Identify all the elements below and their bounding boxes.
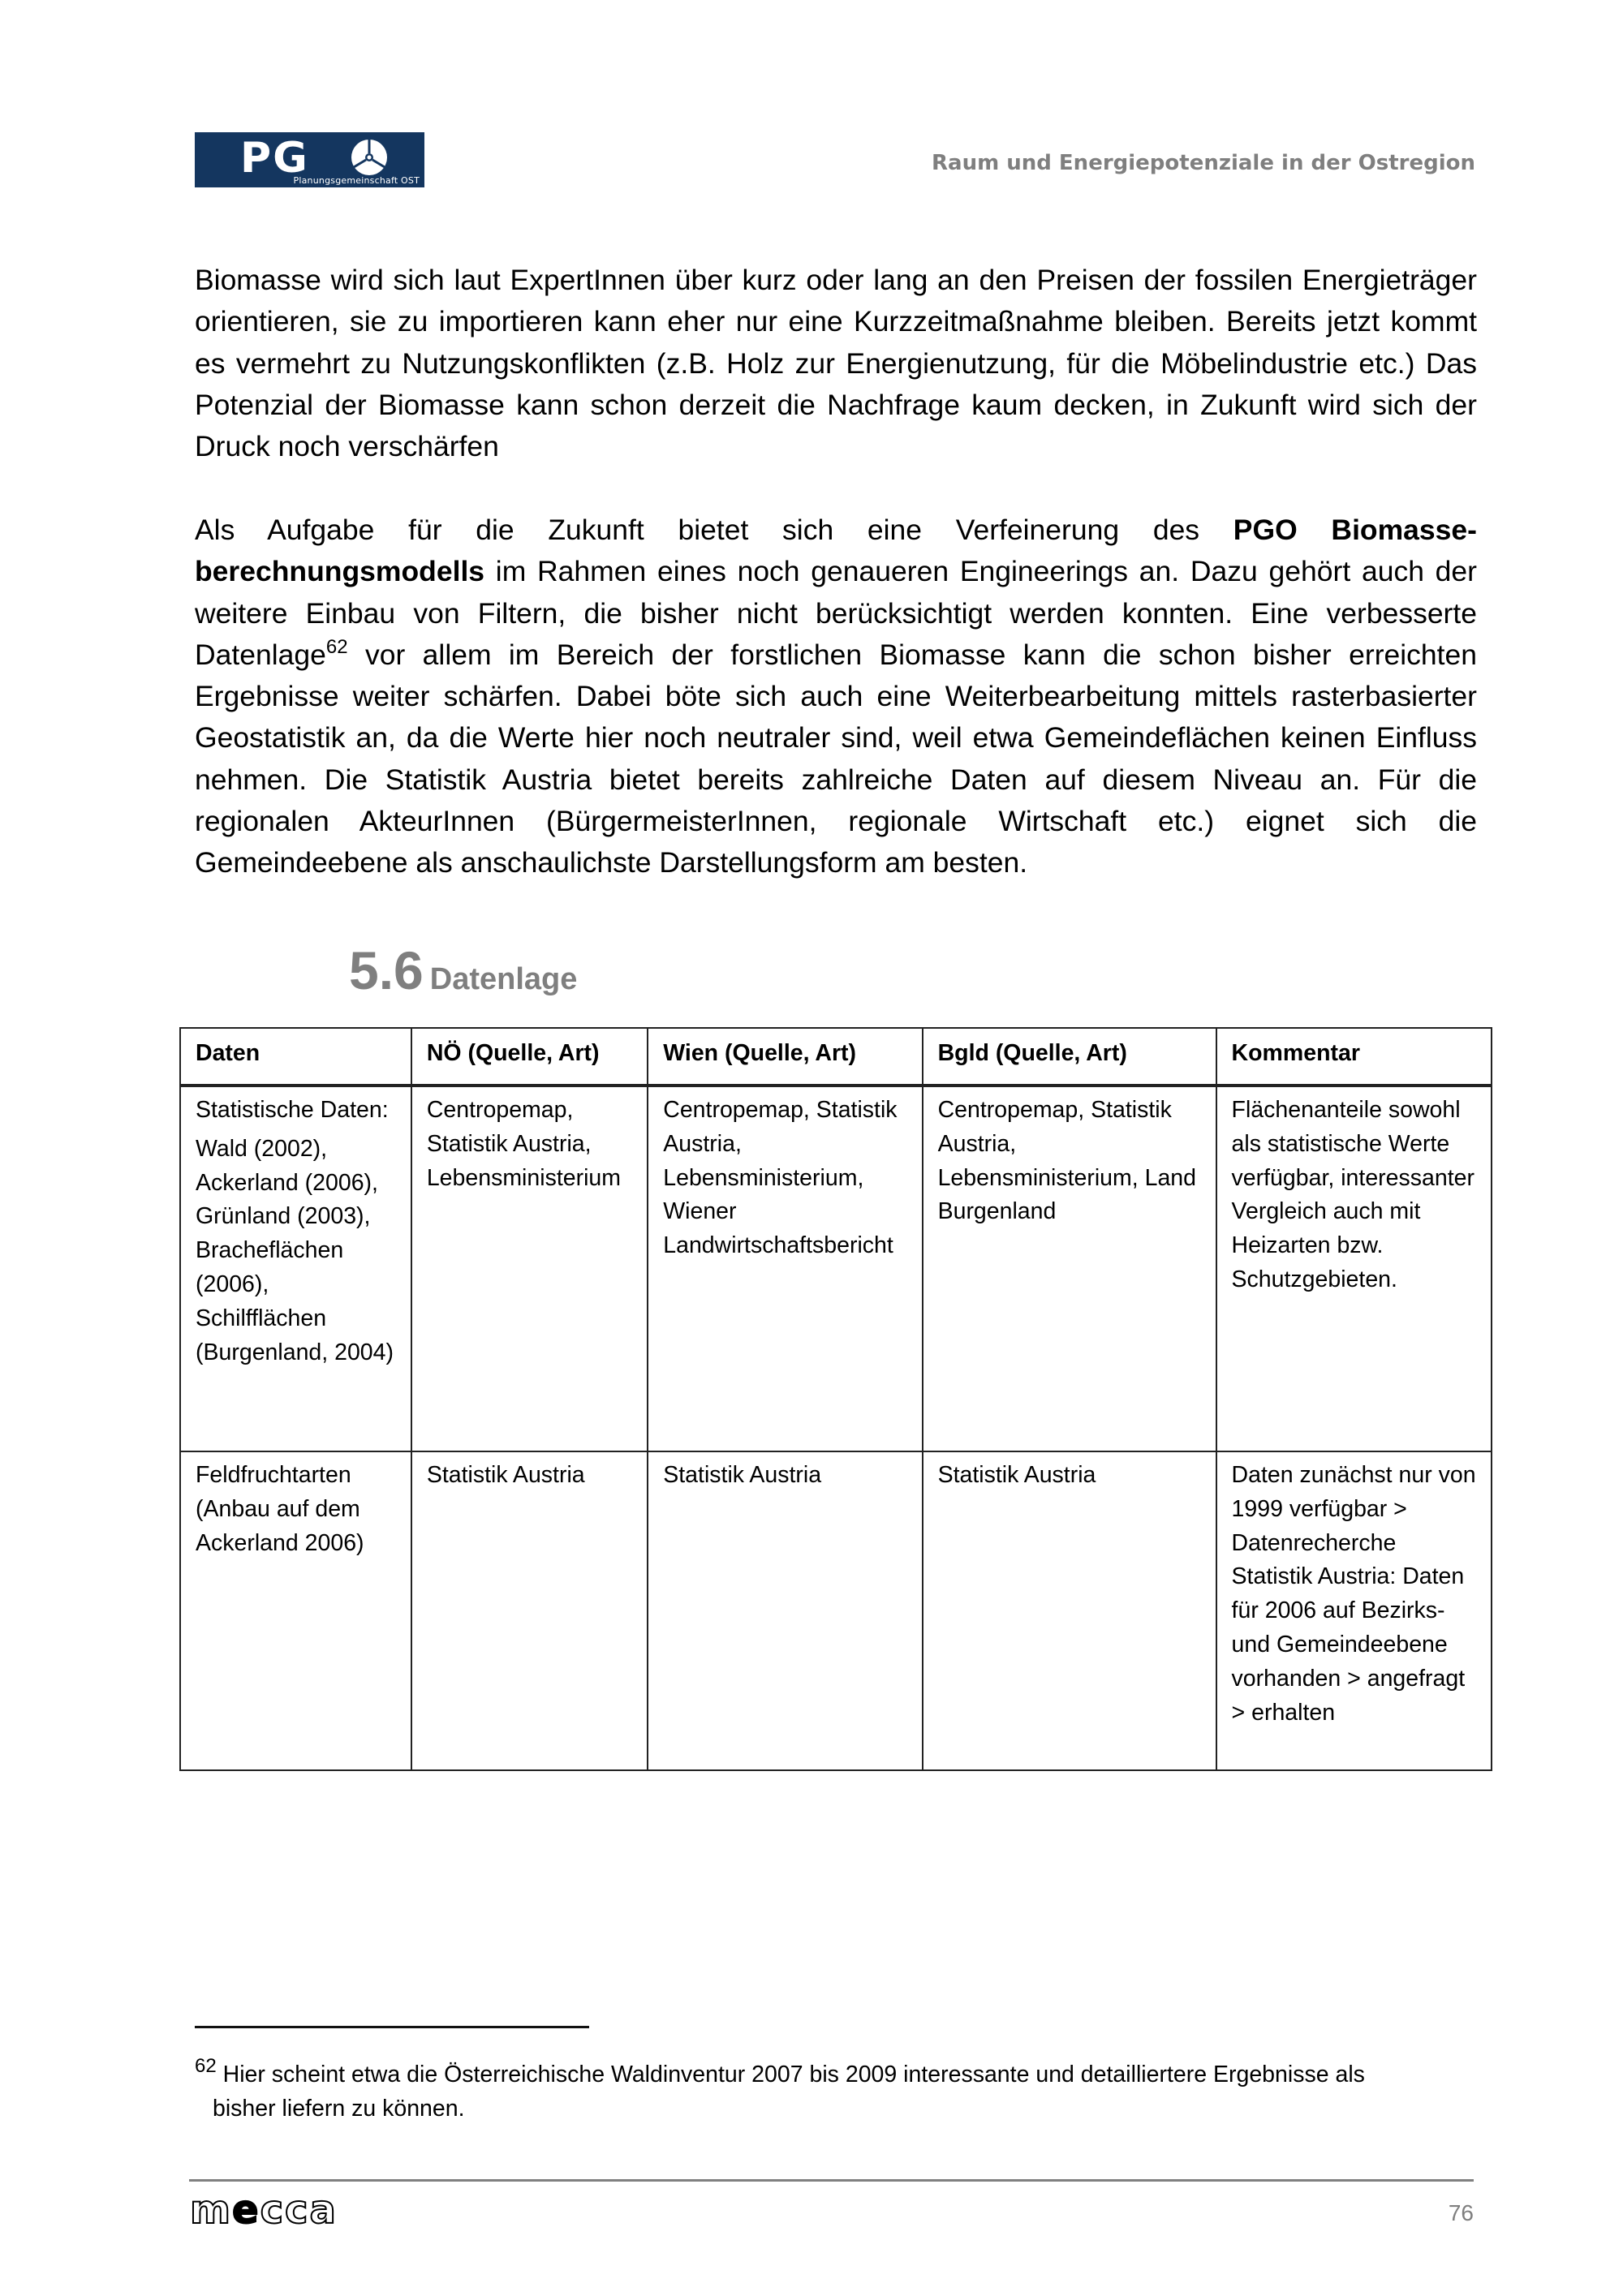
logo-text: PG bbox=[240, 134, 309, 183]
logo-letter-filled: e bbox=[232, 2187, 260, 2233]
bold-model-name: PGO Biomasse-berechnungsmodells bbox=[195, 514, 1477, 588]
page-number: 76 bbox=[1448, 2200, 1474, 2225]
cell-kommentar: Flächenanteile sowohl als statistische Werte verfügbar, interessanter Vergleich auch mit Heizarten bzw. Schutzgebieten. bbox=[1216, 1086, 1492, 1451]
footnote-reference[interactable]: 62 bbox=[325, 635, 348, 658]
cell-label: Statistische Daten: bbox=[196, 1097, 389, 1123]
footnote bbox=[195, 2057, 1477, 2126]
pgo-logo bbox=[195, 132, 424, 187]
steering-wheel-icon bbox=[349, 137, 390, 178]
footnote-number: 62 bbox=[195, 2055, 217, 2077]
logo-subtitle: Planungsgemeinschaft OST bbox=[293, 175, 420, 186]
section-number: 5.6 bbox=[349, 940, 424, 1000]
logo-letters: cca bbox=[260, 2187, 338, 2233]
cell-noe: Centropemap, Statistik Austria, Lebensministerium bbox=[411, 1086, 648, 1451]
cell-noe: Statistik Austria bbox=[411, 1451, 648, 1770]
paragraph-biomasse: Biomasse wird sich laut ExpertInnen über kurz oder lang an den Preisen der fossilen Energieträger orientieren, sie zu importieren kann eher nur eine Kurzzeitmaßnahme bleiben. Bereits jetzt kommt es vermehrt zu Nutzungskonflikten (z.B. Holz zur Energienutzung, für die Möbelindustrie etc.) Das Potenzial der Biomasse kann schon derzeit die Nachfrage kaum decken, in Zukunft wird sich der Druck noch verschärfen bbox=[195, 264, 1477, 463]
footnote-separator bbox=[195, 2026, 589, 2028]
document-title: Raum und Energiepotenziale in der Ostregion bbox=[932, 151, 1475, 175]
cell-wien: Centropemap, Statistik Austria, Lebensministerium, Wiener Landwirtschaftsbericht bbox=[648, 1086, 922, 1451]
section-heading bbox=[349, 939, 577, 1001]
footer-separator bbox=[189, 2179, 1474, 2182]
cell-daten bbox=[180, 1086, 411, 1451]
column-header-kommentar: Kommentar bbox=[1216, 1028, 1492, 1086]
mecca-logo bbox=[190, 2189, 338, 2231]
table-header-row bbox=[180, 1028, 1492, 1086]
cell-bgld: Statistik Austria bbox=[923, 1451, 1216, 1770]
column-header-daten: Daten bbox=[180, 1028, 411, 1086]
column-header-wien: Wien (Quelle, Art) bbox=[648, 1028, 922, 1086]
paragraph-text: im Rahmen eines noch genaueren Engineerings an. Dazu gehört auch der weitere Einbau von Filtern, die bisher nicht berücksichtigt werden konnten. Eine verbesserte Datenlage bbox=[195, 555, 1477, 671]
column-header-noe: NÖ (Quelle, Art) bbox=[411, 1028, 648, 1086]
paragraph-aufgabe bbox=[195, 510, 1477, 884]
cell-wien: Statistik Austria bbox=[648, 1451, 922, 1770]
paragraph-text: Als Aufgabe für die Zukunft bietet sich eine Verfeinerung des bbox=[195, 514, 1233, 546]
cell-kommentar: Daten zunächst nur von 1999 verfügbar > Datenrecherche Statistik Austria: Daten für 2006 auf Bezirks- und Gemeindeebene vorhanden > angefragt > erhalten bbox=[1216, 1451, 1492, 1770]
datenlage-table bbox=[179, 1027, 1492, 1771]
cell-detail: Wald (2002), Ackerland (2006), Grünland (2003), Bracheflächen (2006), Schilfflächen (Burgenland, 2004) bbox=[196, 1135, 394, 1365]
logo-letter: m bbox=[190, 2187, 233, 2233]
column-header-bgld: Bgld (Quelle, Art) bbox=[923, 1028, 1216, 1086]
footnote-text-continued: bisher liefern zu können. bbox=[213, 2096, 465, 2122]
cell-bgld: Centropemap, Statistik Austria, Lebensministerium, Land Burgenland bbox=[923, 1086, 1216, 1451]
paragraph-text: vor allem im Bereich der forstlichen Biomasse kann die schon bisher erreichten Ergebnisse weiter schärfen. Dabei böte sich auch eine Weiterbearbeitung mittels rasterbasierter Geostatistik an, da die Werte hier noch neutraler sind, weil etwa Gemeindeflächen keinen Einfluss nehmen. Die Statistik Austria bietet bereits zahlreiche Daten auf diesem Niveau an. Für die regionalen AkteurInnen (BürgermeisterInnen, regionale Wirtschaft etc.) eignet sich die Gemeindeebene als anschaulichste Darstellungsform am besten. bbox=[195, 638, 1477, 879]
footnote-text: Hier scheint etwa die Österreichische Waldinventur 2007 bis 2009 interessante und detailliertere Ergebnisse als bbox=[216, 2062, 1365, 2087]
table-row bbox=[180, 1086, 1492, 1451]
table-row bbox=[180, 1451, 1492, 1770]
section-title: Datenlage bbox=[429, 962, 578, 996]
cell-daten: Feldfruchtarten (Anbau auf dem Ackerland 2006) bbox=[180, 1451, 411, 1770]
